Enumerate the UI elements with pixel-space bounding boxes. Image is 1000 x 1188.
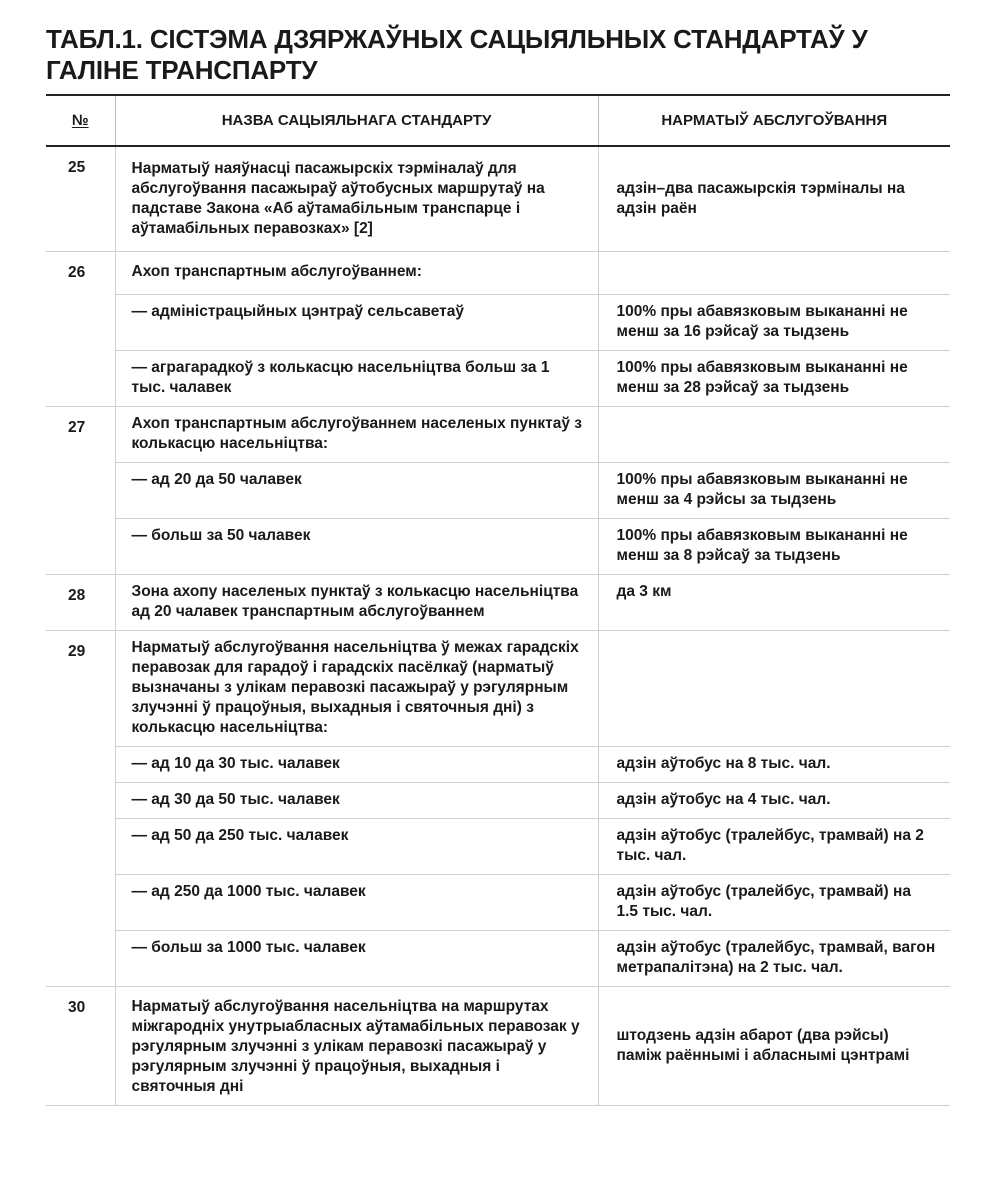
table-row (46, 575, 950, 631)
table-row (46, 351, 950, 407)
row-name: — ад 10 да 30 тыс. чалавек (115, 747, 598, 783)
row-norm: адзін аўтобус (тралейбус, трамвай) на 1.5 тыс. чал. (598, 875, 950, 931)
row-norm: адзін–два пасажырскія тэрміналы на адзін раён (598, 146, 950, 252)
table-row (46, 295, 950, 351)
page-title: ТАБЛ.1. СІСТЭМА ДЗЯРЖАЎНЫХ САЦЫЯЛЬНЫХ СТАНДАРТАЎ У ГАЛІНЕ ТРАНСПАРТУ (46, 24, 868, 85)
row-norm: адзін аўтобус на 4 тыс. чал. (598, 783, 950, 819)
header-standard-name: НАЗВА САЦЫЯЛЬНАГА СТАНДАРТУ (115, 95, 598, 146)
row-name: Нарматыў абслугоўвання насельніцтва на маршрутах міжгародніх унутрыабласных аўтамабільных перавозак у рэгулярным злучэнні з улікам перавозкі пасажыраў у рэгулярным злучэнні ў працоўныя, выхадныя і святочныя дні (115, 987, 598, 1106)
row-name: — больш за 50 чалавек (115, 519, 598, 575)
row-number: 27 (46, 407, 115, 575)
header-norm: НАРМАТЫЎ АБСЛУГОЎВАННЯ (598, 95, 950, 146)
table-header-row (46, 95, 950, 146)
row-norm (598, 252, 950, 295)
table-row (46, 631, 950, 747)
row-name: Ахоп транспартным абслугоўваннем населеных пунктаў з колькасцю насельніцтва: (115, 407, 598, 463)
row-norm: 100% пры абавязковым выкананні не менш за 8 рэйсаў за тыдзень (598, 519, 950, 575)
row-norm: адзін аўтобус (тралейбус, трамвай) на 2 тыс. чал. (598, 819, 950, 875)
row-name: — больш за 1000 тыс. чалавек (115, 931, 598, 987)
row-norm: да 3 км (598, 575, 950, 631)
table-row (46, 407, 950, 463)
standards-table (46, 94, 950, 1106)
row-norm: 100% пры абавязковым выкананні не менш за 28 рэйсаў за тыдзень (598, 351, 950, 407)
table-row (46, 146, 950, 252)
row-number: 30 (46, 987, 115, 1106)
row-name: Ахоп транспартным абслугоўваннем: (115, 252, 598, 295)
row-name: Нарматыў абслугоўвання насельніцтва ў межах гарадскіх перавозак для гарадоў і гарадскіх пасёлкаў (нарматыў вызначаны з улікам перавозкі пасажыраў у рэгулярным злучэнні ў працоўныя, выхадныя і святочныя дні) з колькасцю насельніцтва: (115, 631, 598, 747)
row-norm (598, 407, 950, 463)
row-number: 26 (46, 252, 115, 407)
table-row (46, 747, 950, 783)
row-name: — адміністрацыйных цэнтраў сельсаветаў (115, 295, 598, 351)
row-norm: 100% пры абавязковым выкананні не менш за 16 рэйсаў за тыдзень (598, 295, 950, 351)
row-name: — ад 20 да 50 чалавек (115, 463, 598, 519)
row-name: Нарматыў наяўнасці пасажырскіх тэрміналаў для абслугоўвання пасажыраў аўтобусных маршрутаў на падставе Закона «Аб аўтамабільным транспарце і аўтамабільных перавозках» [2] (115, 146, 598, 252)
table-row (46, 783, 950, 819)
table-row (46, 463, 950, 519)
row-norm: 100% пры абавязковым выкананні не менш за 4 рэйсы за тыдзень (598, 463, 950, 519)
header-number: № (46, 95, 115, 146)
row-name: Зона ахопу населеных пунктаў з колькасцю насельніцтва ад 20 чалавек транспартным абслугоўваннем (115, 575, 598, 631)
row-name: — аграгарадкоў з колькасцю насельніцтва больш за 1 тыс. чалавек (115, 351, 598, 407)
row-norm: штодзень адзін абарот (два рэйсы) паміж раённымі і абласнымі цэнтрамі (598, 987, 950, 1106)
standards-table-wrap (46, 94, 950, 1106)
table-row (46, 252, 950, 295)
row-name: — ад 250 да 1000 тыс. чалавек (115, 875, 598, 931)
row-number: 28 (46, 575, 115, 631)
row-name: — ад 50 да 250 тыс. чалавек (115, 819, 598, 875)
row-norm: адзін аўтобус на 8 тыс. чал. (598, 747, 950, 783)
table-row (46, 519, 950, 575)
row-norm (598, 631, 950, 747)
row-number: 25 (46, 146, 115, 252)
table-row (46, 987, 950, 1106)
row-number: 29 (46, 631, 115, 987)
row-name: — ад 30 да 50 тыс. чалавек (115, 783, 598, 819)
row-norm: адзін аўтобус (тралейбус, трамвай, вагон метрапалітэна) на 2 тыс. чал. (598, 931, 950, 987)
table-row (46, 819, 950, 875)
table-row (46, 931, 950, 987)
table-row (46, 875, 950, 931)
